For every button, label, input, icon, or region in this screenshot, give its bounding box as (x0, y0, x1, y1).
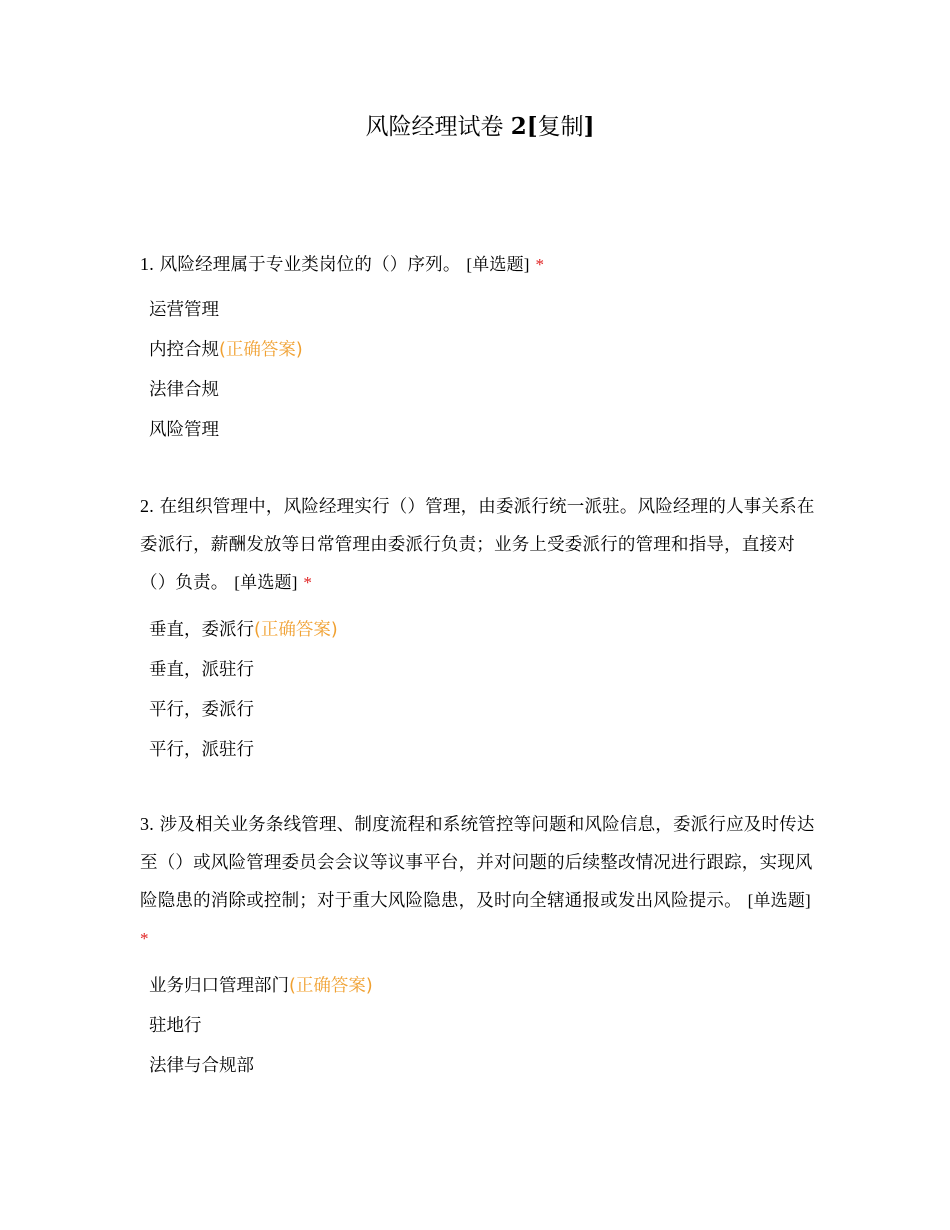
title-text: 风险经理试卷 (365, 114, 504, 140)
question-3 (140, 805, 820, 1086)
question-type: [单选题] (234, 573, 298, 592)
required-mark: * (303, 573, 313, 592)
option-label: 内控合规 (149, 340, 219, 360)
question-type: [单选题] (747, 891, 811, 910)
option-label: 法律合规 (149, 380, 219, 400)
option-label: 垂直，委派行 (149, 620, 254, 640)
question-2 (140, 487, 820, 770)
option-label: 法律与合规部 (149, 1056, 254, 1076)
question-body: 在组织管理中，风险经理实行（）管理，由委派行统一派驻。风险经理的人事关系在委派行，薪酬发放等日常管理由委派行负责；业务上受委派行的管理和指导，直接对（）负责。 (140, 497, 815, 593)
option-item[interactable] (149, 650, 820, 690)
option-list (140, 290, 820, 450)
option-item[interactable] (149, 1046, 820, 1086)
title-tail: 复制 (537, 114, 584, 140)
correct-answer-note: (正确答案) (289, 976, 373, 996)
question-text (140, 245, 820, 284)
option-list (140, 966, 820, 1086)
question-body: 风险经理属于专业类岗位的（）序列。 (159, 255, 461, 275)
option-item[interactable] (149, 410, 820, 450)
option-item[interactable] (149, 730, 820, 770)
option-item[interactable] (149, 290, 820, 330)
title-bold: 2[ (510, 113, 538, 140)
option-item[interactable] (149, 966, 820, 1006)
option-label: 运营管理 (149, 300, 219, 320)
option-list (140, 610, 820, 770)
option-label: 平行，委派行 (149, 700, 254, 720)
question-body: 涉及相关业务条线管理、制度流程和系统管控等问题和风险信息，委派行应及时传达至（）或风险管理委员会会议等议事平台，并对问题的后续整改情况进行跟踪，实现风险隐患的消除或控制；对于重大风险隐患，及时向全辖通报或发出风险提示。 (140, 815, 815, 911)
question-number: 2. (140, 496, 154, 516)
option-item[interactable] (149, 330, 820, 370)
question-text (140, 487, 820, 602)
title-close: ] (583, 113, 595, 140)
correct-answer-note: (正确答案) (219, 340, 303, 360)
option-label: 驻地行 (149, 1016, 202, 1036)
option-label: 风险管理 (149, 420, 219, 440)
question-type: [单选题] (466, 255, 530, 274)
question-number: 1. (140, 254, 154, 274)
question-text (140, 805, 820, 958)
option-label: 平行，派驻行 (149, 740, 254, 760)
option-item[interactable] (149, 610, 820, 650)
option-label: 垂直，派驻行 (149, 660, 254, 680)
option-label: 业务归口管理部门 (149, 976, 289, 996)
question-number: 3. (140, 814, 154, 834)
required-mark: * (140, 929, 149, 948)
required-mark: * (535, 255, 545, 274)
page-title (0, 110, 950, 144)
option-item[interactable] (149, 1006, 820, 1046)
correct-answer-note: (正确答案) (254, 620, 338, 640)
option-item[interactable] (149, 370, 820, 410)
question-1 (140, 245, 820, 450)
option-item[interactable] (149, 690, 820, 730)
